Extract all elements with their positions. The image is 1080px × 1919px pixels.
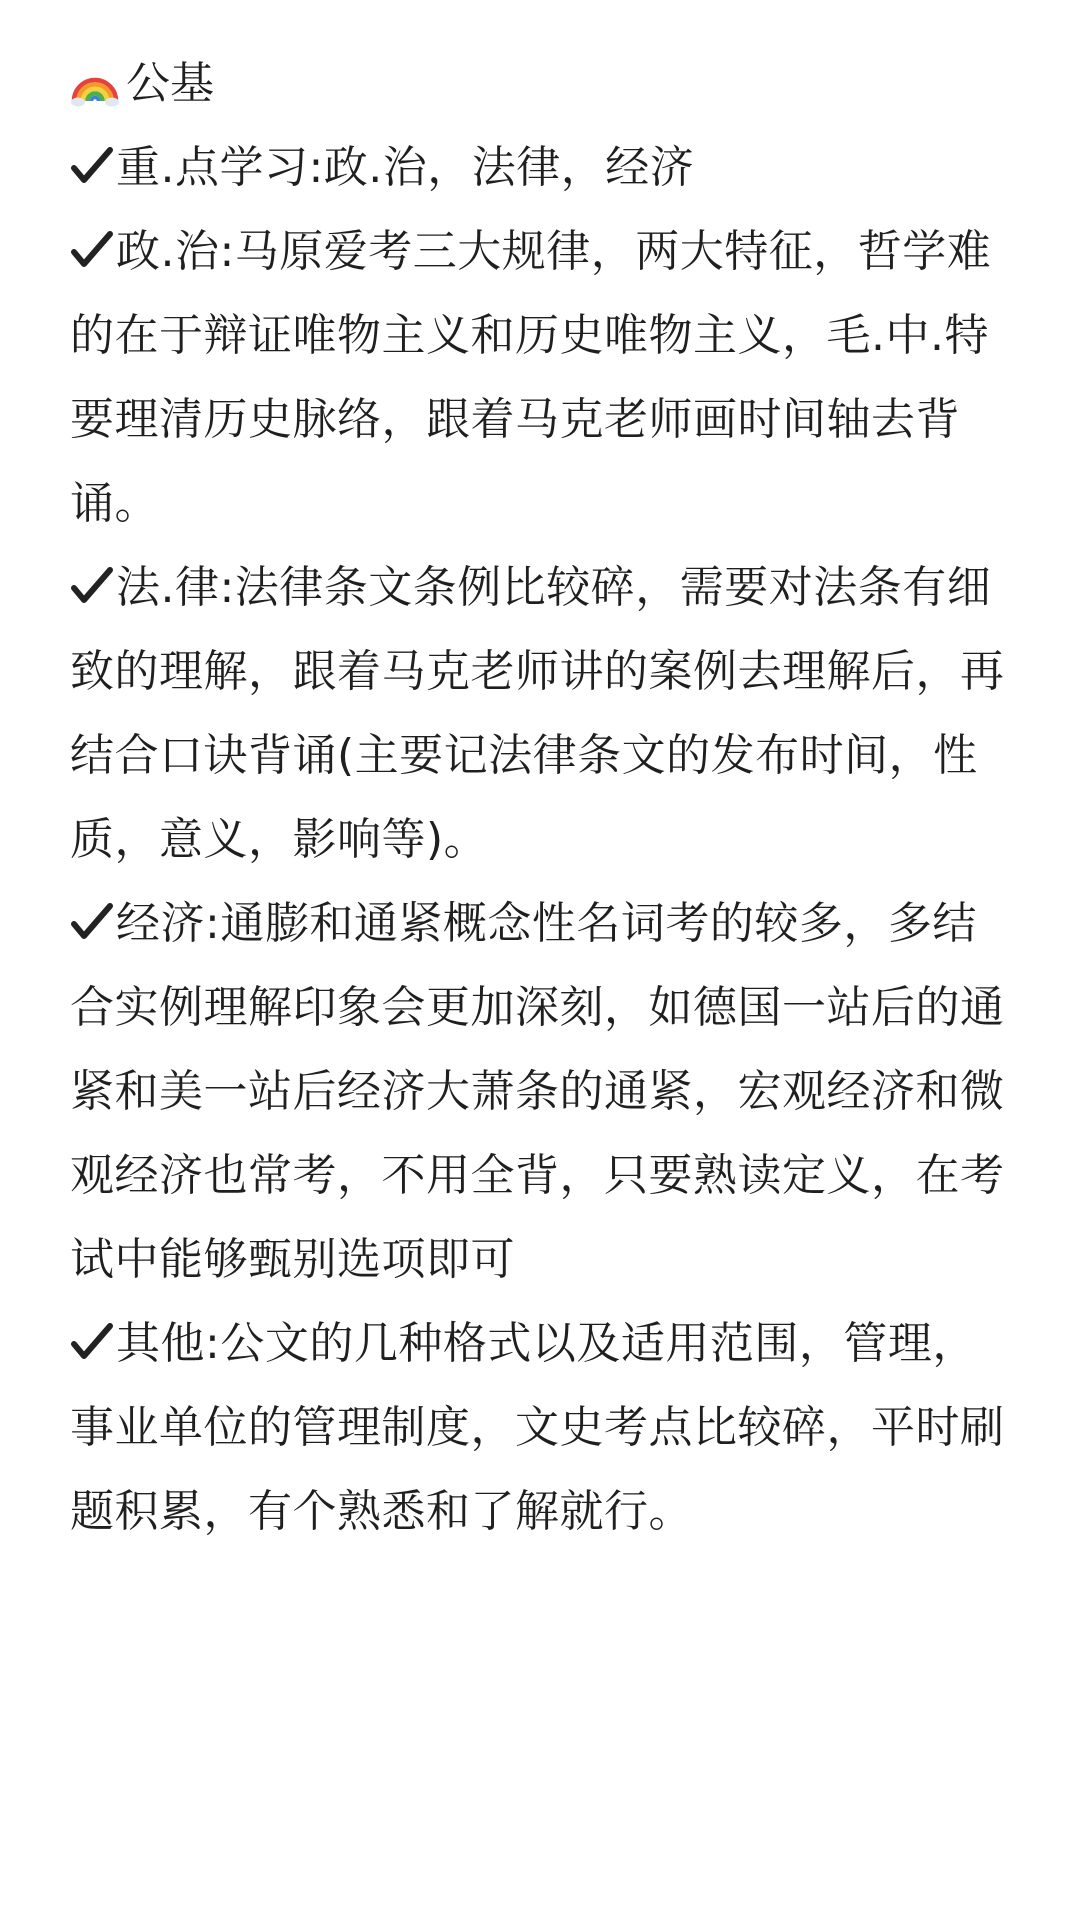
check-mark-icon bbox=[70, 228, 114, 272]
list-item bbox=[70, 126, 1020, 210]
note-title-text: 公基 bbox=[126, 58, 214, 109]
rainbow-icon bbox=[70, 59, 120, 109]
item-text: 其他:公文的几种格式以及适用范围，管理，事业单位的管理制度，文史考点比较碎，平时刷题积累，有个熟悉和了解就行。 bbox=[70, 1318, 1005, 1537]
list-item bbox=[70, 210, 1020, 546]
list-item bbox=[70, 546, 1020, 882]
list-item bbox=[70, 882, 1020, 1302]
note-title bbox=[70, 42, 1020, 126]
check-mark-icon bbox=[70, 900, 114, 944]
item-text: 经济:通膨和通紧概念性名词考的较多，多结合实例理解印象会更加深刻，如德国一站后的通紧和美一站后经济大萧条的通紧，宏观经济和微观经济也常考，不用全背，只要熟读定义，在考试中能够甄别选项即可 bbox=[70, 898, 1005, 1285]
item-text: 政.治:马原爱考三大规律，两大特征，哲学难的在于辩证唯物主义和历史唯物主义，毛.中.特要理清历史脉络，跟着马克老师画时间轴去背诵。 bbox=[70, 226, 992, 529]
check-mark-icon bbox=[70, 564, 114, 608]
list-item bbox=[70, 1302, 1020, 1554]
item-text: 法.律:法律条文条例比较碎，需要对法条有细致的理解，跟着马克老师讲的案例去理解后，再结合口诀背诵(主要记法律条文的发布时间，性质，意义，影响等)。 bbox=[70, 562, 1005, 865]
note-body bbox=[70, 42, 1020, 1554]
item-text: 重.点学习:政.治，法律，经济 bbox=[116, 142, 695, 193]
check-mark-icon bbox=[70, 1320, 114, 1364]
check-mark-icon bbox=[70, 144, 114, 188]
